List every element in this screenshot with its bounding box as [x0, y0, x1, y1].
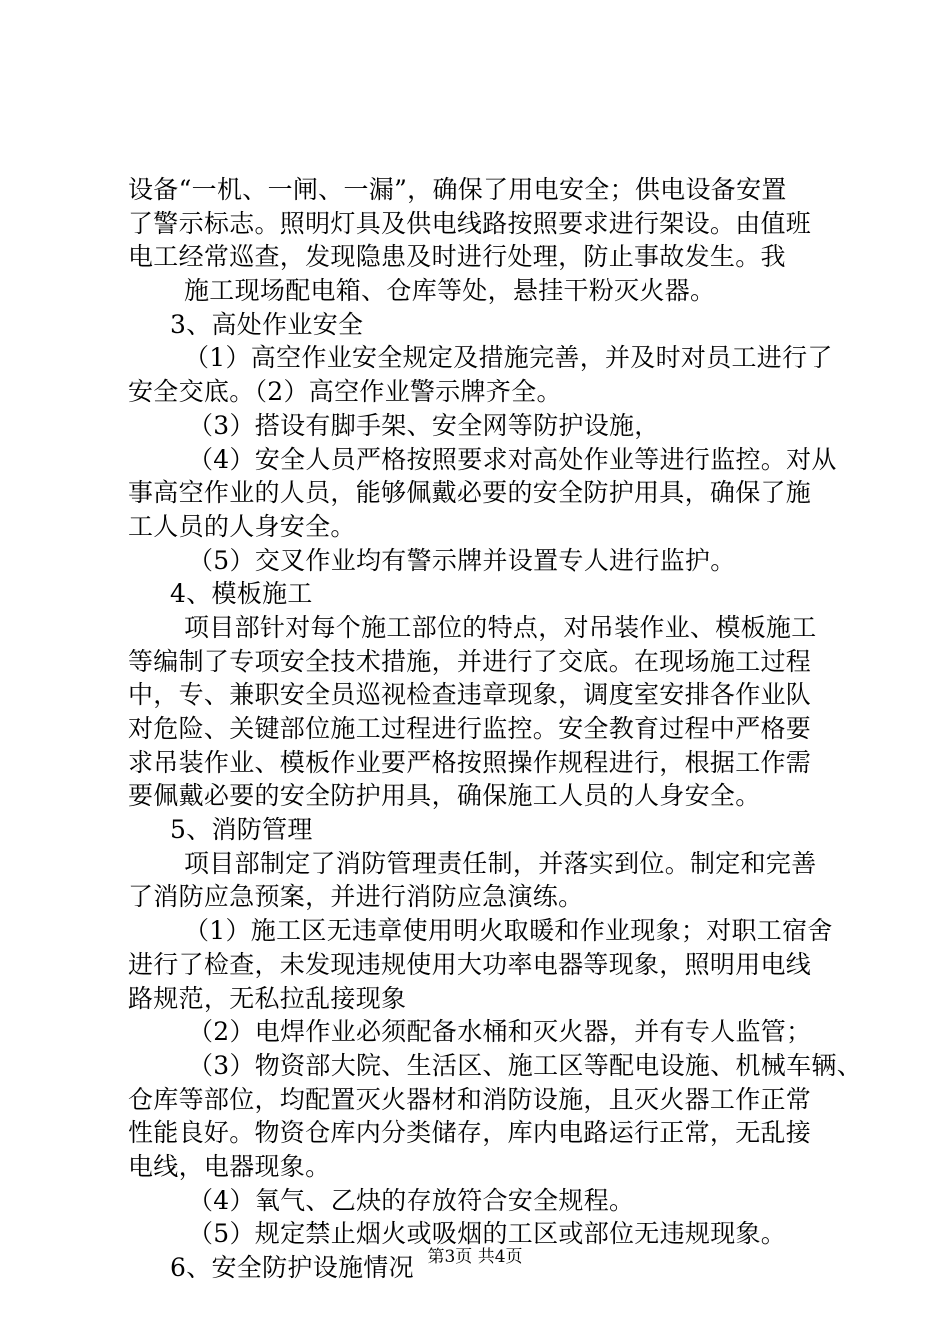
text-line: 了警示标志。照明灯具及供电线路按照要求进行架设。由值班	[128, 208, 812, 238]
text-line: 5、消防管理	[170, 815, 313, 845]
text-line: 性能良好。物资仓库内分类储存，库内电路运行正常，无乱接	[128, 1118, 812, 1148]
text-line: 4、模板施工	[170, 579, 313, 609]
text-line: 设备“一机、一闸、一漏”，确保了用电安全；供电设备安置	[128, 175, 787, 204]
text-line: 仓库等部位，均配置灭火器材和消防设施，且灭火器工作正常	[128, 1084, 812, 1114]
text-line: 对危险、关键部位施工过程进行监控。安全教育过程中严格要	[128, 714, 812, 743]
text-line: 等编制了专项安全技术措施，并进行了交底。在现场施工过程	[128, 646, 812, 676]
text-line: 项目部针对每个施工部位的特点，对吊装作业、模板施工	[184, 612, 817, 642]
text-line: 工人员的人身安全。	[128, 511, 356, 541]
text-line: 要佩戴必要的安全防护用具，确保施工人员的人身安全。	[128, 781, 761, 811]
document-body	[128, 173, 863, 1285]
text-line: 安全交底。（2）高空作业警示牌齐全。	[128, 377, 562, 407]
page-number: 第3页 共4页	[427, 1247, 523, 1267]
text-line: （3）物资部大院、生活区、施工区等配电设施、机械车辆、	[188, 1050, 863, 1080]
text-line: （3）搭设有脚手架、安全网等防护设施，	[188, 410, 660, 440]
text-line: 电线，电器现象。	[128, 1151, 331, 1181]
text-line: （1）施工区无违章使用明火取暖和作业现象；对职工宿舍	[184, 916, 833, 946]
text-line: （5）交叉作业均有警示牌并设置专人进行监护。	[188, 545, 736, 575]
page-footer	[0, 1246, 950, 1268]
text-line: 6、安全防护设施情况	[170, 1253, 414, 1282]
text-line: 了消防应急预案，并进行消防应急演练。	[128, 882, 584, 912]
text-line: （4）安全人员严格按照要求对高处作业等进行监控。对从	[188, 444, 837, 474]
text-line: （1）高空作业安全规定及措施完善，并及时对员工进行了	[184, 343, 833, 373]
text-line: 进行了检查，未发现违规使用大功率电器等现象，照明用电线	[128, 949, 812, 979]
text-line: （2）电焊作业必须配备水桶和灭火器，并有专人监管；	[188, 1017, 812, 1047]
text-line: 求吊装作业、模板作业要严格按照操作规程进行，根据工作需	[128, 747, 812, 777]
text-line: 项目部制定了消防管理责任制，并落实到位。制定和完善	[184, 848, 817, 878]
text-line: 事高空作业的人员，能够佩戴必要的安全防护用具，确保了施	[128, 478, 812, 508]
text-line: 路规范，无私拉乱接现象	[128, 983, 407, 1013]
text-line: （5）规定禁止烟火或吸烟的工区或部位无违规现象。	[188, 1219, 787, 1249]
text-line: 中，专、兼职安全员巡视检查违章现象，调度室安排各作业队	[128, 680, 812, 710]
text-line: （4）氧气、乙炔的存放符合安全规程。	[188, 1185, 635, 1215]
text-line: 施工现场配电箱、仓库等处，悬挂干粉灭火器。	[184, 276, 716, 306]
text-line: 3、高处作业安全	[170, 309, 364, 339]
text-line: 电工经常巡查，发现隐患及时进行处理，防止事故发生。我	[128, 242, 786, 272]
